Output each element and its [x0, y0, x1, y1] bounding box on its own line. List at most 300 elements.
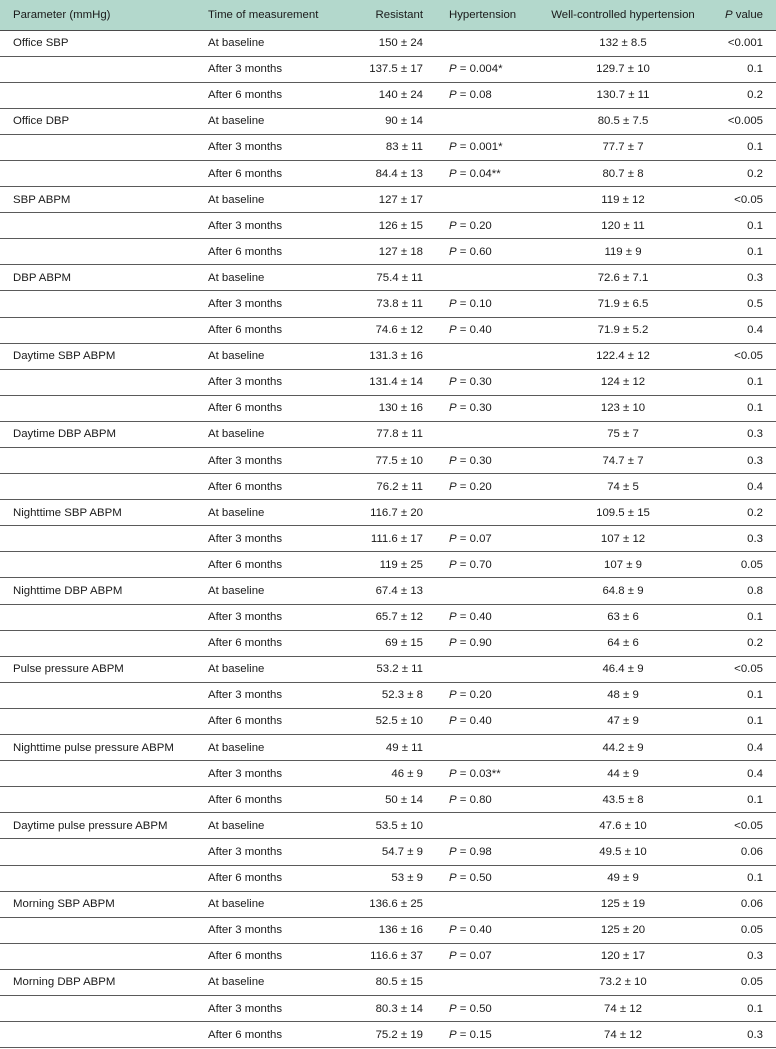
cell-well-controlled: 64.8 ± 9 [602, 585, 644, 598]
cell-parameter [0, 160, 195, 186]
cell-hypertension [436, 108, 545, 134]
p-symbol: P [449, 376, 457, 389]
p-symbol: P [449, 63, 457, 76]
cell-resistant: 137.5 ± 17 [369, 63, 423, 76]
cell-p-value: 0.1 [747, 376, 763, 389]
cell-p-value: 0.4 [747, 480, 763, 493]
p-symbol: P [449, 532, 457, 545]
table-row [0, 630, 776, 656]
table-row [0, 56, 776, 82]
table-row [0, 604, 776, 630]
cell-parameter [0, 56, 195, 82]
cell-well-controlled: 74 ± 12 [604, 1002, 642, 1015]
cell-parameter [0, 474, 195, 500]
cell-p-value: 0.1 [747, 141, 763, 154]
cell-well-controlled: 123 ± 10 [600, 402, 646, 415]
cell-hypertension: P = 0.60 [449, 245, 492, 258]
cell-parameter [0, 787, 195, 813]
cell-resistant: 75.4 ± 11 [376, 271, 423, 284]
cell-well-controlled: 132 ± 8.5 [599, 37, 647, 50]
cell-well-controlled: 44 ± 9 [607, 767, 639, 780]
cell-hypertension: P = 0.40 [449, 715, 492, 728]
table-row [0, 708, 776, 734]
cell-hypertension: P = 0.20 [449, 219, 492, 232]
p-symbol: P [449, 924, 457, 937]
cell-hypertension: P = 0.40 [449, 924, 492, 937]
cell-well-controlled: 49 ± 9 [607, 872, 639, 885]
cell-time: After 6 months [208, 402, 283, 415]
cell-hypertension [436, 187, 545, 213]
cell-hypertension: P = 0.20 [449, 480, 492, 493]
cell-hypertension [436, 343, 545, 369]
cell-parameter [0, 839, 195, 865]
cell-hypertension: P = 0.70 [449, 558, 492, 571]
cell-p-value: 0.1 [747, 715, 763, 728]
cell-parameter [0, 761, 195, 787]
cell-well-controlled: 124 ± 12 [600, 376, 646, 389]
cell-time: After 3 months [208, 845, 283, 858]
cell-well-controlled: 63 ± 6 [607, 611, 639, 624]
cell-well-controlled: 47 ± 9 [607, 715, 639, 728]
cell-resistant: 74.6 ± 12 [375, 324, 423, 337]
cell-parameter: Morning SBP ABPM [13, 898, 115, 911]
cell-well-controlled: 71.9 ± 5.2 [597, 324, 649, 337]
cell-time: At baseline [208, 350, 265, 363]
cell-parameter: Office SBP [13, 37, 69, 50]
cell-p-value: 0.1 [747, 63, 763, 76]
cell-resistant: 80.5 ± 15 [375, 976, 423, 989]
cell-parameter [0, 1022, 195, 1048]
cell-p-value: 0.1 [747, 245, 763, 258]
cell-parameter [0, 943, 195, 969]
cell-well-controlled: 119 ± 12 [601, 193, 645, 206]
cell-p-value: <0.05 [734, 663, 763, 676]
cell-p-value: 0.4 [747, 767, 763, 780]
cell-resistant: 116.6 ± 37 [370, 950, 423, 963]
cell-parameter [0, 917, 195, 943]
cell-hypertension: P = 0.40 [449, 611, 492, 624]
cell-resistant: 53.5 ± 10 [375, 819, 423, 832]
cell-resistant: 150 ± 24 [378, 37, 423, 50]
table-row [0, 682, 776, 708]
header-p-rest: value [732, 8, 763, 21]
p-symbol: P [449, 715, 457, 728]
header-resistant: Resistant [375, 8, 423, 21]
p-symbol: P [449, 245, 457, 258]
cell-time: At baseline [208, 428, 265, 441]
p-symbol: P [449, 872, 457, 885]
cell-resistant: 126 ± 15 [378, 219, 423, 232]
cell-well-controlled: 75 ± 7 [607, 428, 639, 441]
cell-well-controlled: 74.7 ± 7 [602, 454, 644, 467]
table-row [0, 134, 776, 160]
cell-well-controlled: 109.5 ± 15 [596, 506, 650, 519]
cell-parameter [0, 291, 195, 317]
cell-time: At baseline [208, 898, 265, 911]
cell-p-value: <0.001 [727, 37, 763, 50]
cell-time: After 6 months [208, 715, 283, 728]
cell-p-value: 0.1 [747, 689, 763, 702]
cell-resistant: 73.8 ± 11 [376, 297, 423, 310]
cell-time: At baseline [208, 506, 265, 519]
p-symbol: P [449, 219, 457, 232]
cell-time: After 6 months [208, 89, 283, 102]
cell-parameter [0, 395, 195, 421]
cell-well-controlled: 47.6 ± 10 [599, 819, 647, 832]
cell-hypertension [436, 656, 545, 682]
cell-time: After 6 months [208, 245, 283, 258]
header-time: Time of measurement [208, 8, 319, 21]
header-row [0, 0, 776, 30]
cell-resistant: 130 ± 16 [378, 402, 423, 415]
cell-p-value: <0.05 [734, 193, 763, 206]
cell-time: After 6 months [208, 950, 283, 963]
cell-resistant: 46 ± 9 [391, 767, 423, 780]
cell-time: At baseline [208, 37, 265, 50]
table-row [0, 213, 776, 239]
cell-time: After 3 months [208, 532, 283, 545]
header-parameter: Parameter (mmHg) [13, 8, 111, 21]
cell-resistant: 127 ± 17 [378, 193, 423, 206]
table-row [0, 813, 776, 839]
table-row [0, 891, 776, 917]
cell-p-value: 0.2 [747, 167, 763, 180]
cell-time: After 3 months [208, 141, 283, 154]
cell-hypertension: P = 0.50 [449, 872, 492, 885]
table-row [0, 1022, 776, 1048]
cell-parameter [0, 239, 195, 265]
cell-p-value: 0.4 [747, 741, 763, 754]
cell-hypertension: P = 0.90 [449, 637, 492, 650]
cell-time: After 3 months [208, 924, 283, 937]
cell-parameter [0, 134, 195, 160]
cell-resistant: 111.6 ± 17 [370, 532, 423, 545]
cell-time: At baseline [208, 741, 265, 754]
cell-resistant: 90 ± 14 [385, 115, 423, 128]
cell-time: After 6 months [208, 793, 283, 806]
cell-parameter [0, 995, 195, 1021]
table-row [0, 995, 776, 1021]
cell-resistant: 53 ± 9 [391, 872, 423, 885]
cell-p-value: 0.3 [747, 271, 763, 284]
cell-hypertension: P = 0.10 [449, 297, 492, 310]
p-symbol: P [449, 637, 457, 650]
cell-hypertension: P = 0.30 [449, 376, 492, 389]
header-hypertension: Hypertension [449, 8, 517, 21]
cell-time: At baseline [208, 976, 265, 989]
cell-p-value: 0.05 [740, 558, 763, 571]
cell-p-value: 0.3 [747, 950, 763, 963]
cell-parameter [0, 526, 195, 552]
table-row [0, 761, 776, 787]
cell-parameter: Nighttime pulse pressure ABPM [13, 741, 174, 754]
cell-p-value: 0.1 [747, 611, 763, 624]
p-symbol: P [449, 767, 457, 780]
p-symbol: P [449, 402, 457, 415]
table-row [0, 578, 776, 604]
table-row [0, 500, 776, 526]
table-row [0, 552, 776, 578]
cell-resistant: 83 ± 11 [385, 141, 423, 154]
cell-well-controlled: 122.4 ± 12 [596, 350, 650, 363]
table-row [0, 969, 776, 995]
cell-time: After 3 months [208, 1002, 283, 1015]
cell-p-value: 0.1 [747, 872, 763, 885]
cell-time: After 6 months [208, 480, 283, 493]
cell-time: After 6 months [208, 324, 283, 337]
cell-parameter: Morning DBP ABPM [13, 976, 116, 989]
cell-hypertension [436, 735, 545, 761]
cell-hypertension: P = 0.001* [449, 141, 503, 154]
cell-time: After 6 months [208, 558, 283, 571]
cell-time: After 3 months [208, 767, 283, 780]
cell-hypertension: P = 0.98 [449, 845, 492, 858]
header-p-italic: P [724, 8, 733, 21]
cell-parameter: SBP ABPM [13, 193, 71, 206]
p-symbol: P [449, 89, 457, 102]
p-symbol: P [449, 689, 457, 702]
cell-parameter: Office DBP [13, 115, 70, 128]
p-symbol: P [449, 950, 457, 963]
cell-hypertension: P = 0.40 [449, 324, 492, 337]
cell-well-controlled: 43.5 ± 8 [602, 793, 644, 806]
cell-p-value: 0.4 [747, 324, 763, 337]
p-symbol: P [449, 480, 457, 493]
cell-resistant: 131.3 ± 16 [369, 350, 423, 363]
table-row [0, 369, 776, 395]
cell-hypertension: P = 0.03** [449, 767, 501, 780]
cell-time: After 3 months [208, 376, 283, 389]
cell-resistant: 52.3 ± 8 [381, 689, 423, 702]
cell-resistant: 136.6 ± 25 [369, 898, 423, 911]
cell-well-controlled: 72.6 ± 7.1 [597, 271, 649, 284]
cell-resistant: 80.3 ± 14 [375, 1002, 423, 1015]
cell-p-value: 0.3 [747, 428, 763, 441]
cell-hypertension [436, 578, 545, 604]
cell-resistant: 65.7 ± 12 [375, 611, 423, 624]
cell-time: After 6 months [208, 1028, 283, 1041]
cell-p-value: 0.8 [747, 585, 763, 598]
cell-resistant: 50 ± 14 [385, 793, 423, 806]
cell-hypertension: P = 0.80 [449, 793, 492, 806]
cell-time: After 3 months [208, 454, 283, 467]
p-symbol: P [449, 1028, 457, 1041]
cell-well-controlled: 49.5 ± 10 [599, 845, 647, 858]
cell-hypertension [436, 891, 545, 917]
table-row [0, 474, 776, 500]
cell-parameter [0, 82, 195, 108]
p-symbol: P [449, 454, 457, 467]
table-row [0, 787, 776, 813]
cell-hypertension: P = 0.30 [449, 454, 492, 467]
cell-hypertension: P = 0.20 [449, 689, 492, 702]
cell-well-controlled: 120 ± 11 [601, 219, 645, 232]
cell-p-value: 0.06 [740, 898, 763, 911]
cell-resistant: 69 ± 15 [385, 637, 423, 650]
cell-time: After 3 months [208, 219, 283, 232]
cell-time: At baseline [208, 193, 265, 206]
table-header [0, 0, 776, 30]
cell-well-controlled: 73.2 ± 10 [599, 976, 647, 989]
cell-resistant: 127 ± 18 [378, 245, 423, 258]
table-row [0, 448, 776, 474]
table-row [0, 943, 776, 969]
cell-time: After 3 months [208, 611, 283, 624]
table-row [0, 735, 776, 761]
cell-p-value: 0.2 [747, 506, 763, 519]
cell-parameter [0, 213, 195, 239]
cell-well-controlled: 48 ± 9 [607, 689, 639, 702]
table-row [0, 656, 776, 682]
cell-well-controlled: 130.7 ± 11 [596, 89, 650, 102]
table-row [0, 865, 776, 891]
table-row [0, 187, 776, 213]
cell-parameter: Nighttime SBP ABPM [13, 506, 122, 519]
cell-resistant: 84.4 ± 13 [375, 167, 423, 180]
p-symbol: P [449, 324, 457, 337]
p-symbol: P [449, 793, 457, 806]
table-row [0, 291, 776, 317]
cell-p-value: 0.1 [747, 1002, 763, 1015]
cell-p-value: <0.05 [734, 819, 763, 832]
cell-well-controlled: 125 ± 20 [600, 924, 646, 937]
cell-well-controlled: 129.7 ± 10 [596, 63, 650, 76]
cell-hypertension: P = 0.08 [449, 89, 492, 102]
cell-well-controlled: 71.9 ± 6.5 [597, 297, 649, 310]
cell-well-controlled: 80.5 ± 7.5 [597, 115, 649, 128]
cell-parameter [0, 369, 195, 395]
cell-resistant: 77.8 ± 11 [376, 428, 423, 441]
cell-resistant: 116.7 ± 20 [370, 506, 423, 519]
cell-hypertension [436, 500, 545, 526]
table-row [0, 526, 776, 552]
cell-hypertension: P = 0.07 [449, 532, 492, 545]
cell-well-controlled: 107 ± 12 [600, 532, 646, 545]
cell-p-value: 0.06 [740, 845, 763, 858]
cell-time: After 3 months [208, 63, 283, 76]
p-symbol: P [449, 297, 457, 310]
p-symbol: P [449, 845, 457, 858]
p-symbol: P [449, 1002, 457, 1015]
cell-parameter [0, 448, 195, 474]
cell-well-controlled: 107 ± 9 [604, 558, 642, 571]
cell-hypertension: P = 0.04** [449, 167, 501, 180]
cell-time: After 6 months [208, 872, 283, 885]
table-row [0, 395, 776, 421]
cell-time: At baseline [208, 663, 265, 676]
cell-time: After 6 months [208, 637, 283, 650]
cell-parameter [0, 552, 195, 578]
cell-resistant: 76.2 ± 11 [376, 480, 423, 493]
cell-resistant: 77.5 ± 10 [375, 454, 423, 467]
cell-parameter [0, 630, 195, 656]
table-row [0, 30, 776, 56]
cell-p-value: <0.05 [734, 350, 763, 363]
table-row [0, 160, 776, 186]
cell-well-controlled: 119 ± 9 [604, 245, 642, 258]
cell-parameter: Pulse pressure ABPM [13, 663, 124, 676]
cell-hypertension: P = 0.004* [449, 63, 503, 76]
cell-resistant: 136 ± 16 [378, 924, 423, 937]
table-row [0, 82, 776, 108]
cell-p-value: <0.005 [727, 115, 763, 128]
cell-p-value: 0.3 [747, 1028, 763, 1041]
cell-well-controlled: 77.7 ± 7 [602, 141, 644, 154]
cell-hypertension: P = 0.15 [449, 1028, 492, 1041]
cell-p-value: 0.3 [747, 532, 763, 545]
cell-parameter: Daytime pulse pressure ABPM [13, 819, 168, 832]
cell-p-value: 0.05 [740, 976, 763, 989]
table-body [0, 30, 776, 1048]
cell-p-value: 0.05 [740, 924, 763, 937]
header-well-controlled: Well-controlled hypertension [551, 8, 695, 21]
cell-p-value: 0.1 [747, 402, 763, 415]
cell-resistant: 49 ± 11 [385, 741, 423, 754]
cell-parameter: DBP ABPM [13, 271, 72, 284]
cell-parameter [0, 865, 195, 891]
cell-hypertension: P = 0.30 [449, 402, 492, 415]
cell-parameter [0, 682, 195, 708]
cell-hypertension: P = 0.50 [449, 1002, 492, 1015]
cell-hypertension [436, 265, 545, 291]
cell-hypertension: P = 0.07 [449, 950, 492, 963]
cell-parameter [0, 317, 195, 343]
cell-resistant: 119 ± 25 [379, 558, 423, 571]
table-row [0, 108, 776, 134]
cell-well-controlled: 46.4 ± 9 [602, 663, 644, 676]
table-row [0, 917, 776, 943]
cell-well-controlled: 64 ± 6 [607, 637, 639, 650]
cell-time: After 3 months [208, 297, 283, 310]
table-row [0, 421, 776, 447]
cell-resistant: 67.4 ± 13 [375, 585, 423, 598]
cell-p-value: 0.1 [747, 219, 763, 232]
cell-well-controlled: 74 ± 12 [604, 1028, 642, 1041]
table-row [0, 317, 776, 343]
table-row [0, 239, 776, 265]
cell-time: After 6 months [208, 167, 283, 180]
table-row [0, 265, 776, 291]
cell-resistant: 75.2 ± 19 [375, 1028, 423, 1041]
cell-time: At baseline [208, 819, 265, 832]
cell-resistant: 140 ± 24 [378, 89, 423, 102]
cell-resistant: 52.5 ± 10 [375, 715, 423, 728]
header-p-value [701, 0, 776, 30]
cell-well-controlled: 74 ± 5 [607, 480, 639, 493]
table-row [0, 839, 776, 865]
cell-parameter: Daytime SBP ABPM [13, 350, 116, 363]
cell-time: After 3 months [208, 689, 283, 702]
cell-hypertension [436, 813, 545, 839]
cell-resistant: 53.2 ± 11 [376, 663, 423, 676]
p-symbol: P [449, 611, 457, 624]
cell-well-controlled: 80.7 ± 8 [602, 167, 644, 180]
cell-hypertension [436, 30, 545, 56]
cell-resistant: 54.7 ± 9 [381, 845, 423, 858]
cell-p-value: 0.5 [747, 297, 763, 310]
cell-parameter: Nighttime DBP ABPM [13, 585, 123, 598]
p-symbol: P [449, 558, 457, 571]
cell-well-controlled: 120 ± 17 [600, 950, 646, 963]
table-row [0, 343, 776, 369]
cell-parameter [0, 604, 195, 630]
cell-p-value: 0.1 [747, 793, 763, 806]
cell-time: At baseline [208, 115, 265, 128]
cell-hypertension [436, 421, 545, 447]
cell-time: At baseline [208, 585, 265, 598]
cell-p-value: 0.2 [747, 89, 763, 102]
cell-parameter: Daytime DBP ABPM [13, 428, 116, 441]
